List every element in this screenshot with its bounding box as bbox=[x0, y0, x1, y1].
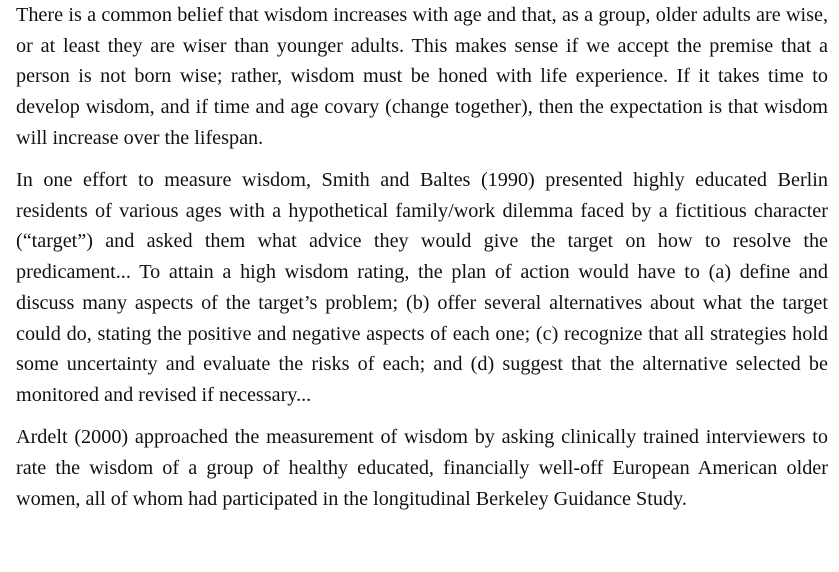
paragraph-smith-baltes: In one effort to measure wisdom, Smith and Baltes (1990) presented highly educated Berlin residents of various ages with a hypothetical family/work dilemma faced by a fictitious character (“target”) and asked them what advice they would give the target on how to resolve the predicament... To attain a high wisdom rating, the plan of action would have to (a) define and discuss many aspects of the target’s problem; (b) offer several alternatives about what the target could do, stating the positive and negative aspects of each one; (c) recognize that all strategies hold some uncertainty and evaluate the risks of each; and (d) suggest that the alternative selected be monitored and revised if necessary... bbox=[16, 169, 828, 406]
paragraph-wisdom-age: There is a common belief that wisdom increases with age and that, as a group, older adults are wise, or at least they are wiser than younger adults. This makes sense if we accept the premise that a person is not born wise; rather, wisdom must be honed with life experience. If it takes time to develop wisdom, and if time and age covary (change together), then the expectation is that wisdom will increase over the lifespan. bbox=[16, 4, 828, 149]
document-body bbox=[16, 0, 828, 514]
paragraph-ardelt: Ardelt (2000) approached the measurement of wisdom by asking clinically trained interviewers to rate the wisdom of a group of healthy educated, financially well-off European American older women, all of whom had participated in the longitudinal Berkeley Guidance Study. bbox=[16, 426, 828, 510]
